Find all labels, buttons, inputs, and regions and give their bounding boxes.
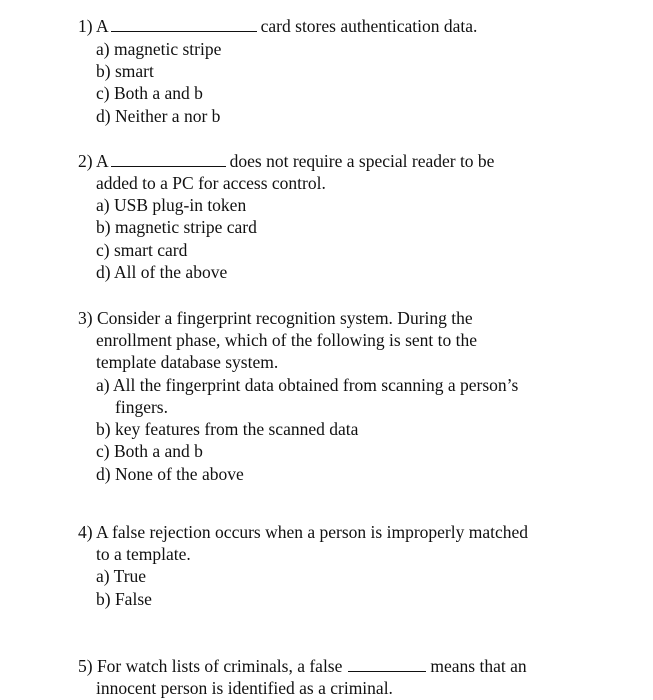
question-number: 5) <box>78 656 93 676</box>
stem-text: A <box>96 16 109 36</box>
option-d: d) None of the above <box>96 464 244 484</box>
answer-blank <box>348 656 426 672</box>
option-b: b) smart <box>96 61 154 81</box>
option-a: a) USB plug-in token <box>96 195 247 215</box>
option-a: a) All the fingerprint data obtained from scanning a person’s <box>96 375 519 395</box>
option-d: d) All of the above <box>96 262 228 282</box>
stem-text: A false rejection occurs when a person is improperly matched <box>96 522 529 542</box>
question-5-stem-continued: innocent person is identified as a criminal. <box>96 678 393 698</box>
stem-text: A <box>96 151 109 171</box>
option-b: b) False <box>96 589 152 609</box>
question-number: 3) <box>78 308 93 328</box>
question-1-stem <box>78 15 477 37</box>
question-4-stem <box>78 521 528 543</box>
question-4-stem-line-2: to a template. <box>96 544 191 564</box>
question-2-stem-continued: added to a PC for access control. <box>96 173 326 193</box>
option-a-continued: fingers. <box>115 397 168 417</box>
option-c: c) smart card <box>96 240 188 260</box>
question-2-stem <box>78 150 494 172</box>
question-5-stem <box>78 655 527 677</box>
question-3-stem-line-2: enrollment phase, which of the following is sent to the <box>96 330 478 350</box>
question-3-stem-line-3: template database system. <box>96 352 279 372</box>
option-d: d) Neither a nor b <box>96 106 221 126</box>
stem-text: For watch lists of criminals, a false <box>96 656 343 676</box>
option-c: c) Both a and b <box>96 83 203 103</box>
option-a: a) magnetic stripe <box>96 39 222 59</box>
question-number: 1) <box>78 16 93 36</box>
stem-text: Consider a fingerprint recognition system. During the <box>96 308 473 328</box>
option-b: b) magnetic stripe card <box>96 217 257 237</box>
option-b: b) key features from the scanned data <box>96 419 359 439</box>
option-c: c) Both a and b <box>96 441 203 461</box>
question-number: 4) <box>78 522 93 542</box>
answer-blank <box>111 16 257 32</box>
stem-text: card stores authentication data. <box>260 16 478 36</box>
answer-blank <box>111 151 226 167</box>
question-number: 2) <box>78 151 93 171</box>
stem-text: does not require a special reader to be <box>229 151 495 171</box>
stem-text: means that an <box>430 656 527 676</box>
question-3-stem <box>78 307 473 329</box>
option-a: a) True <box>96 566 147 586</box>
